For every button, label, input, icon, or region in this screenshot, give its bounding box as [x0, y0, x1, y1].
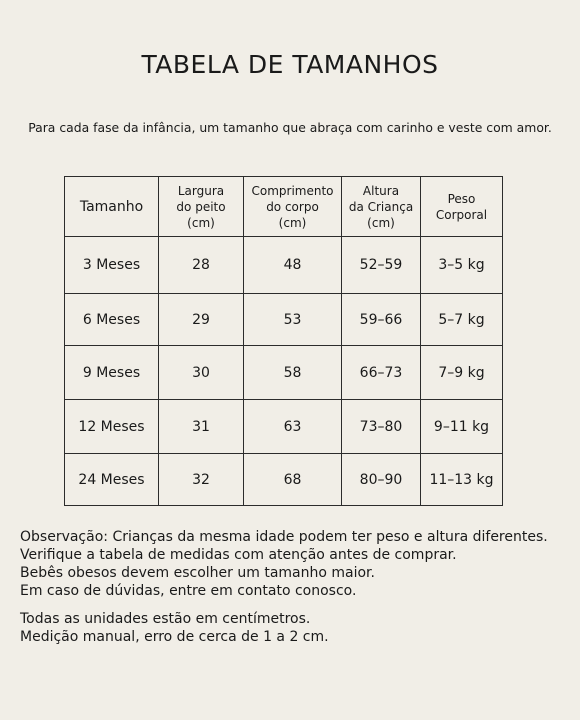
- table-row: [65, 400, 503, 454]
- note-line: Em caso de dúvidas, entre em contato conosco.: [20, 583, 357, 599]
- cell-size: 24 Meses: [65, 454, 159, 506]
- cell-size: 3 Meses: [65, 237, 159, 294]
- cell-child-height: 59–66: [342, 294, 421, 346]
- cell-chest-width: 29: [159, 294, 244, 346]
- header-body-weight-line-1: Peso: [447, 191, 476, 206]
- note-spacer: [20, 600, 576, 610]
- header-body-weight: [421, 177, 503, 237]
- size-table: [64, 176, 503, 506]
- note-line: Verifique a tabela de medidas com atenção antes de comprar.: [20, 547, 457, 563]
- table-header-row: [65, 177, 503, 237]
- cell-body-length: 63: [244, 400, 342, 454]
- cell-size: 9 Meses: [65, 346, 159, 400]
- cell-body-weight: 11–13 kg: [421, 454, 503, 506]
- header-chest-width-line-3: (cm): [187, 215, 215, 230]
- cell-chest-width: 28: [159, 237, 244, 294]
- table-row: [65, 454, 503, 506]
- cell-body-length: 68: [244, 454, 342, 506]
- cell-chest-width: 32: [159, 454, 244, 506]
- page-title: TABELA DE TAMANHOS: [141, 50, 439, 79]
- table-row: [65, 346, 503, 400]
- cell-body-length: 48: [244, 237, 342, 294]
- note-line: Medição manual, erro de cerca de 1 a 2 cm.: [20, 629, 329, 645]
- cell-size: 12 Meses: [65, 400, 159, 454]
- header-size-label: Tamanho: [79, 198, 144, 215]
- header-child-height-line-2: da Criança: [348, 199, 414, 214]
- notes-section: [20, 528, 576, 646]
- table-row: [65, 237, 503, 294]
- header-child-height: [342, 177, 421, 237]
- page-subtitle: Para cada fase da infância, um tamanho que abraça com carinho e veste com amor.: [28, 120, 552, 135]
- header-size: [65, 177, 159, 237]
- cell-child-height: 66–73: [342, 346, 421, 400]
- cell-body-weight: 9–11 kg: [421, 400, 503, 454]
- cell-chest-width: 31: [159, 400, 244, 454]
- header-child-height-line-3: (cm): [367, 215, 395, 230]
- cell-child-height: 80–90: [342, 454, 421, 506]
- cell-chest-width: 30: [159, 346, 244, 400]
- cell-body-weight: 7–9 kg: [421, 346, 503, 400]
- cell-body-weight: 3–5 kg: [421, 237, 503, 294]
- header-body-length-line-1: Comprimento: [251, 183, 334, 198]
- header-chest-width: [159, 177, 244, 237]
- header-body-weight-line-2: Corporal: [435, 207, 488, 222]
- table-row: [65, 294, 503, 346]
- cell-body-length: 53: [244, 294, 342, 346]
- cell-child-height: 52–59: [342, 237, 421, 294]
- cell-size: 6 Meses: [65, 294, 159, 346]
- header-body-length-line-2: do corpo: [266, 199, 319, 214]
- cell-child-height: 73–80: [342, 400, 421, 454]
- header-body-length-line-3: (cm): [278, 215, 307, 230]
- cell-body-weight: 5–7 kg: [421, 294, 503, 346]
- header-chest-width-line-1: Largura: [177, 183, 225, 198]
- note-line: Observação: Crianças da mesma idade podem ter peso e altura diferentes.: [20, 529, 548, 545]
- header-body-length: [244, 177, 342, 237]
- note-line: Bebês obesos devem escolher um tamanho maior.: [20, 565, 375, 581]
- cell-body-length: 58: [244, 346, 342, 400]
- header-chest-width-line-2: do peito: [176, 199, 226, 214]
- header-child-height-line-1: Altura: [362, 183, 400, 198]
- note-line: Todas as unidades estão em centímetros.: [20, 611, 311, 627]
